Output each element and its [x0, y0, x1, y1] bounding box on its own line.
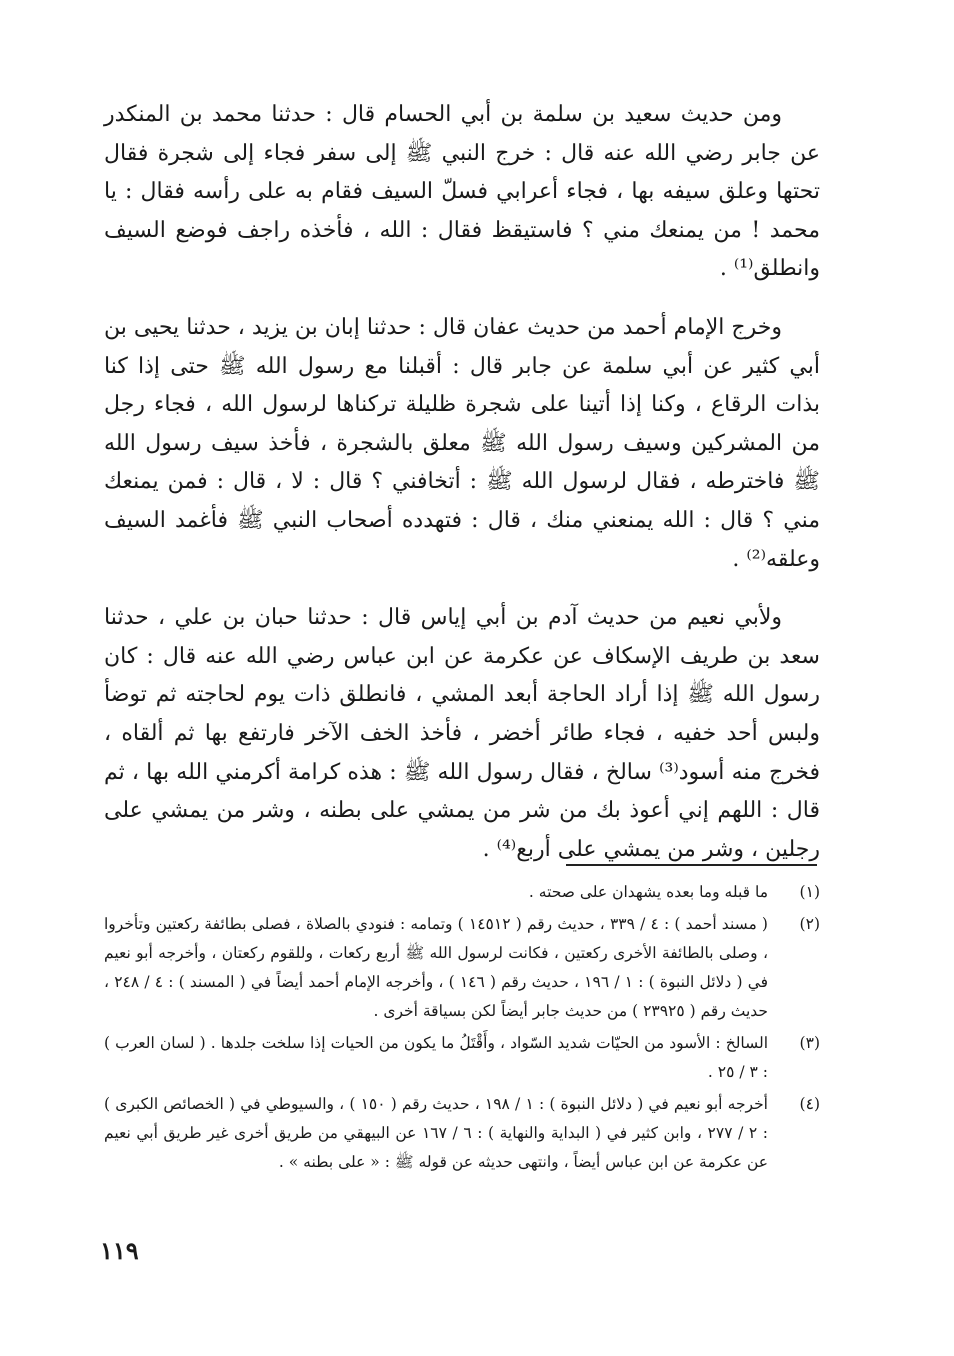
- footnote-text: ( مسند أحمد ) : ٤ / ٣٣٩ ، حديث رقم ( ١٤٥١٢ ) وتمامه : فنودي بالصلاة ، فصلى بطائفة ركعتين وتأخروا ، وصلى بالطائفة الأخرى ركعتين ، فكانت لرسول الله ﷺ أربع ركعات ، وللقوم ركعتان ، وأخرجه أبو نعيم في ( دلائل النبوة ) : ١ / ١٩٦ ، حديث رقم ( ١٤٦ ) ، وأخرجه الإمام أحمد أيضاً في ( المسند ) : ٤ / ٢٤٨ ، حديث رقم ( ٢٣٩٢٥ ) من حديث جابر أيضاً لكن بسياقة أخرى .: [104, 915, 769, 1020]
- main-text: [104, 96, 820, 889]
- footnote-text: ما قبله وما بعده يشهدان على صحته .: [528, 883, 768, 901]
- footnote-text: أخرجه أبو نعيم في ( دلائل النبوة ) : ١ / ١٩٨ ، حديث رقم ( ١٥٠ ) ، والسيوطي في ( الخصائص الكبرى ) : ٢ / ٢٧٧ ، وابن كثير في ( البداية والنهاية ) : ٦ / ١٦٧ عن البيهقي من طريق أخرى غير طريق أبي نعيم عن عكرمة عن ابن عباس أيضاً ، وانتهى حديثه عن قوله ﷺ : « على بطنه » .: [104, 1095, 768, 1171]
- paragraph-1: ومن حديث سعيد بن سلمة بن أبي الحسام قال : حدثنا محمد بن المنكدر عن جابر رضي الله عنه قال : خرج النبي ﷺ إلى سفر فجاء إلى شجرة فقال تحتها وعلق سيفه بها ، فجاء أعرابي فسلّ السيف فقام به على رأسه فقال : يا محمد ! من يمنعك مني ؟ فاستيقظ فقال : الله ، فأخذه راجف فوضع السيف وانطلق⁽¹⁾ .: [104, 102, 820, 282]
- footnotes: [104, 878, 820, 1180]
- footnote-3: [104, 1029, 820, 1087]
- page-number: ١١٩: [100, 1236, 139, 1265]
- footnote-1: [104, 878, 820, 907]
- footnote-number: (٣): [799, 1034, 820, 1052]
- footnote-2: [104, 910, 820, 1026]
- paragraph-3: ولأبي نعيم من حديث آدم بن أبي إياس قال : حدثنا حبان بن علي ، حدثنا سعد بن طريف الإسكاف عن عكرمة عن ابن عباس رضي الله عنه قال : كان رسول الله ﷺ إذا أراد الحاجة أبعد المشي ، فانطلق ذات يوم لحاجته ثم توضأ ولبس أحد خفيه ، فجاء طائر أخضر ، فأخذ الخف الآخر فارتفع بها ثم ألقاه ، فخرج منه أسود⁽³⁾ سالخ ، فقال رسول الله ﷺ : هذه كرامة أكرمني الله بها ، ثم قال : اللهم إني أعوذ بك من شر من يمشي على بطنه ، وشر من يمشي على رجلين ، وشر من يمشي على أربع⁽⁴⁾ .: [104, 605, 821, 862]
- footnote-text: السالخ : الأسود من الحيّات شديد السّواد ، وأَقْتَلُ ما يكون من الحيات إذا سلخت جلدها . ( لسان العرب ) : ٣ / ٢٥ .: [104, 1034, 768, 1081]
- footnote-separator: [566, 864, 817, 866]
- footnote-number: (٤): [799, 1095, 820, 1113]
- paragraph-2: وخرج الإمام أحمد من حديث عفان قال : حدثنا إبان بن يزيد ، حدثنا يحيى بن أبي كثير عن أبي سلمة عن جابر قال : أقبلنا مع رسول الله ﷺ حتى إذا كنا بذات الرقاع ، وكنا إذا أتينا على شجرة ظليلة تركناها لرسول الله ، فجاء رجل من المشركين وسيف رسول الله ﷺ معلق بالشجرة ، فأخذ سيف رسول الله ﷺ فاخترطه ، فقال لرسول الله ﷺ : أتخافني ؟ قال : لا ، قال : فمن يمنعك مني ؟ قال : الله يمنعني منك ، قال : فتهدده أصحاب النبي ﷺ فأغمد السيف وعلقه⁽²⁾ .: [104, 314, 820, 572]
- footnote-4: [104, 1090, 820, 1177]
- footnote-number: (١): [799, 883, 820, 901]
- footnote-number: (٢): [799, 915, 820, 933]
